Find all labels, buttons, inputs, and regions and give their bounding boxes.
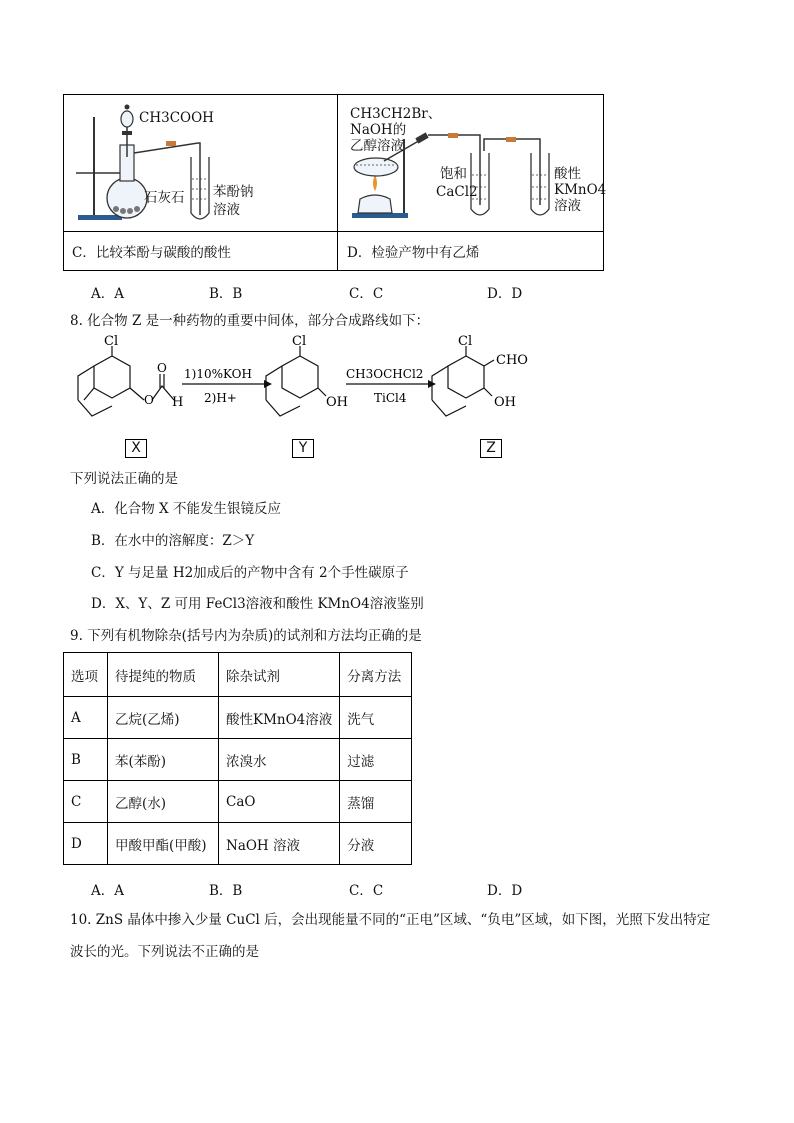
- reagent-cacl2-2: CaCl2: [436, 184, 478, 200]
- reaction-flask: [354, 158, 398, 176]
- z-oh-group: OH: [494, 395, 516, 410]
- table-header-row: [64, 653, 412, 697]
- row-substance: 乙醇(水): [108, 781, 219, 823]
- x-carbonyl-o: O: [157, 361, 167, 375]
- row-method: 蒸馏: [340, 781, 412, 823]
- step1-reagent-1: 1)10%KOH: [184, 367, 252, 381]
- round-flask: [107, 178, 147, 218]
- rubber-joint: [448, 133, 458, 138]
- reagent-kmno4-2: KMnO4: [554, 182, 607, 198]
- q10-stem-line1: 10. ZnS 晶体中掺入少量 CuCl 后，会出现能量不同的“正电”区域、“负电”区域，如下图，光照下发出特定: [70, 912, 711, 928]
- q7-option-c[interactable]: C．C: [349, 286, 384, 302]
- flame: [373, 175, 377, 191]
- q7-option-a[interactable]: A．A: [91, 286, 124, 302]
- x-h-atom: H: [172, 395, 184, 410]
- purification-table: [63, 652, 412, 865]
- row-substance: 甲酸甲酯(甲酸): [108, 823, 219, 865]
- step2-reagent-2: TiCl4: [374, 391, 407, 405]
- row-option: D: [64, 823, 108, 865]
- q10-stem-line2: 波长的光。下列说法不正确的是: [70, 944, 259, 960]
- stand-base: [78, 215, 122, 220]
- reagent-phenoxide-1: 苯酚钠: [213, 184, 254, 200]
- row-method: 洗气: [340, 697, 412, 739]
- label-x: X: [125, 439, 147, 458]
- z-cho-group: CHO: [496, 353, 528, 368]
- q7-option-b[interactable]: B．B: [209, 286, 243, 302]
- caption-d: D．检验产物中有乙烯: [347, 245, 480, 261]
- y-cl-atom: Cl: [292, 334, 307, 349]
- q9-stem: 9. 下列有机物除杂(括号内为杂质)的试剂和方法均正确的是: [70, 628, 422, 644]
- q9-option-d[interactable]: D．D: [487, 883, 523, 899]
- q8-option-a[interactable]: A．化合物 X 不能发生银镜反应: [91, 501, 281, 517]
- reagent-acetic-acid: CH3COOH: [139, 110, 214, 126]
- z-cl-atom: Cl: [458, 334, 473, 349]
- reagent-d-top-2: NaOH的: [350, 122, 407, 138]
- y-oh-group: OH: [326, 395, 348, 410]
- row-reagent: 酸性KMnO4溶液: [219, 697, 340, 739]
- synthesis-route-diagram: [64, 334, 544, 442]
- label-z: Z: [480, 439, 502, 458]
- q9-option-c[interactable]: C．C: [349, 883, 384, 899]
- q9-option-b[interactable]: B．B: [209, 883, 243, 899]
- x-ester-o: O: [144, 393, 154, 407]
- q7-option-d[interactable]: D．D: [487, 286, 523, 302]
- table-row: [64, 823, 412, 865]
- row-reagent: NaOH 溶液: [219, 823, 340, 865]
- row-option: B: [64, 739, 108, 781]
- reagent-d-top-1: CH3CH2Br、: [350, 106, 442, 122]
- reagent-phenoxide-2: 溶液: [213, 202, 240, 218]
- step1-reagent-2: 2)H+: [204, 391, 237, 405]
- reagent-cacl2-1: 饱和: [440, 166, 467, 182]
- row-option: C: [64, 781, 108, 823]
- separatory-funnel: [121, 111, 133, 127]
- reagent-limestone: 石灰石: [144, 190, 185, 206]
- q8-stem: 8. 化合物 Z 是一种药物的重要中间体，部分合成路线如下：: [70, 313, 430, 329]
- limestone-pieces: [113, 206, 119, 212]
- molecule-z: [432, 346, 494, 416]
- x-cl-atom: Cl: [104, 334, 119, 349]
- header-option: 选项: [64, 653, 108, 697]
- q8-prompt: 下列说法正确的是: [70, 471, 178, 487]
- reagent-kmno4-3: 溶液: [554, 198, 581, 214]
- label-y: Y: [292, 439, 314, 458]
- q8-option-b[interactable]: B．在水中的溶解度：Z＞Y: [91, 533, 255, 549]
- rubber-joint: [166, 141, 176, 146]
- molecule-y: [266, 346, 326, 416]
- row-method: 过滤: [340, 739, 412, 781]
- q9-option-a[interactable]: A．A: [91, 883, 124, 899]
- reagent-kmno4-1: 酸性: [554, 166, 581, 182]
- row-option: A: [64, 697, 108, 739]
- table-row: [64, 781, 412, 823]
- table-row: [64, 739, 412, 781]
- q8-option-d[interactable]: D．X、Y、Z 可用 FeCl3溶液和酸性 KMnO4溶液鉴别: [91, 596, 424, 612]
- alcohol-lamp: [358, 195, 392, 213]
- caption-c: C．比较苯酚与碳酸的酸性: [72, 245, 231, 261]
- table-row: [64, 697, 412, 739]
- step2-reagent-1: CH3OCHCl2: [346, 367, 424, 381]
- apparatus-table: [63, 94, 607, 271]
- row-reagent: CaO: [219, 781, 340, 823]
- header-substance: 待提纯的物质: [108, 653, 219, 697]
- row-substance: 乙烷(乙烯): [108, 697, 219, 739]
- header-method: 分离方法: [340, 653, 412, 697]
- table-divider-horizontal: [64, 231, 603, 232]
- header-reagent: 除杂试剂: [219, 653, 340, 697]
- row-substance: 苯(苯酚): [108, 739, 219, 781]
- row-reagent: 浓溴水: [219, 739, 340, 781]
- molecule-x: [78, 346, 174, 416]
- stand-base: [352, 213, 408, 218]
- row-method: 分液: [340, 823, 412, 865]
- reagent-d-top-3: 乙醇溶液: [350, 138, 404, 154]
- q8-option-c[interactable]: C．Y 与足量 H2加成后的产物中含有 2个手性碳原子: [91, 565, 409, 581]
